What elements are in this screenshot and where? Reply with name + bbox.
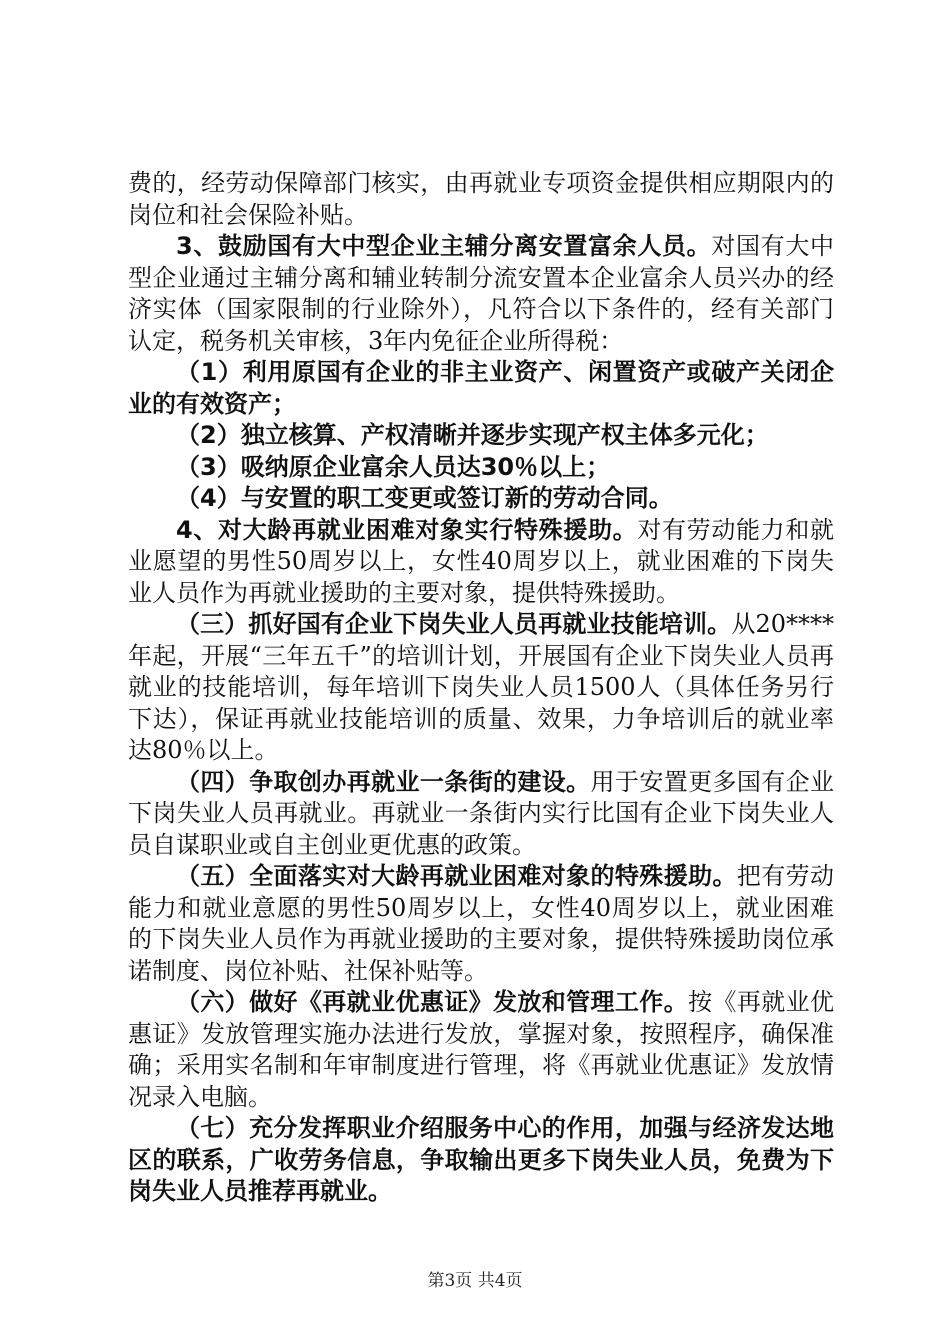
paragraph-text: 把有劳动能力和就业意愿的男性50周岁以上，女性40周岁以上，就业困难的下岗失业人员作为再就业援助的主要对象，提供特殊援助岗位承诺制度、岗位补贴、社保补贴等。	[128, 862, 835, 985]
list-item-text: （3）吸纳原企业富余人员达30％以上；	[176, 452, 611, 481]
list-item-1	[128, 357, 834, 420]
paragraph-section-three	[128, 609, 834, 767]
list-item-text: （2）独立核算、产权清晰并逐步实现产权主体多元化；	[176, 421, 769, 449]
paragraph-text: 对有劳动能力和就业愿望的男性50周岁以上，女性40周岁以上，就业困难的下岗失业人员作为再就业援助的主要对象，提供特殊援助。	[128, 515, 835, 607]
list-item-text: （4）与安置的职工变更或签订新的劳动合同。	[176, 484, 673, 512]
paragraph-text: 费的，经劳动保障部门核实，由再就业专项资金提供相应期限内的岗位和社会保险补贴。	[128, 169, 834, 229]
paragraph-text: 对国有大中型企业通过主辅分离和辅业转制分流安置本企业富余人员兴办的经济实体（国家限制的行业除外），凡符合以下条件的，经有关部门认定，税务机关审核，3年内免征企业所得税：	[128, 232, 835, 355]
paragraph-text: 用于安置更多国有企业下岗失业人员再就业。再就业一条街内实行比国有企业下岗失业人员自谋职业或自主创业更优惠的政策。	[128, 767, 835, 859]
paragraph-heading: （六）做好《再就业优惠证》发放和管理工作。	[176, 988, 689, 1016]
paragraph-heading: 4、对大龄再就业困难对象实行特殊援助。	[176, 515, 638, 544]
paragraph-heading: 3、鼓励国有大中型企业主辅分离安置富余人员。	[176, 232, 712, 260]
paragraph-heading: （五）全面落实对大龄再就业困难对象的特殊援助。	[176, 862, 737, 890]
document-body	[128, 168, 834, 1208]
page-number-label: 第3页 共4页	[427, 1271, 523, 1291]
paragraph-section-3	[128, 231, 834, 357]
list-item-2	[128, 420, 834, 452]
list-item-4	[128, 483, 834, 515]
paragraph-section-six	[128, 987, 834, 1113]
paragraph-section-four	[128, 767, 834, 862]
paragraph-section-seven	[128, 1113, 834, 1208]
paragraph-section-five	[128, 861, 834, 987]
paragraph-continuation	[128, 168, 834, 231]
page-footer	[0, 1266, 950, 1291]
list-item-3	[128, 452, 834, 484]
list-item-text: （1）利用原国有企业的非主业资产、闲置资产或破产关闭企业的有效资产；	[128, 358, 834, 418]
paragraph-heading: （三）抓好国有企业下岗失业人员再就业技能培训。	[176, 610, 732, 638]
paragraph-heading: （四）争取创办再就业一条街的建设。	[176, 767, 591, 796]
paragraph-section-4	[128, 515, 834, 610]
paragraph-heading: （七）充分发挥职业介绍服务中心的作用，加强与经济发达地区的联系，广收劳务信息，争取输出更多下岗失业人员，免费为下岗失业人员推荐再就业。	[128, 1114, 834, 1205]
paragraph-text: 从20****年起，开展“三年五千”的培训计划，开展国有企业下岗失业人员再就业的技能培训，每年培训下岗失业人员1500人（具体任务另行下达），保证再就业技能培训的质量、效果，力争培训后的就业率达80％以上。	[128, 610, 834, 764]
paragraph-text: 按《再就业优惠证》发放管理实施办法进行发放，掌握对象，按照程序，确保准确；采用实名制和年审制度进行管理，将《再就业优惠证》发放情况录入电脑。	[128, 988, 835, 1111]
